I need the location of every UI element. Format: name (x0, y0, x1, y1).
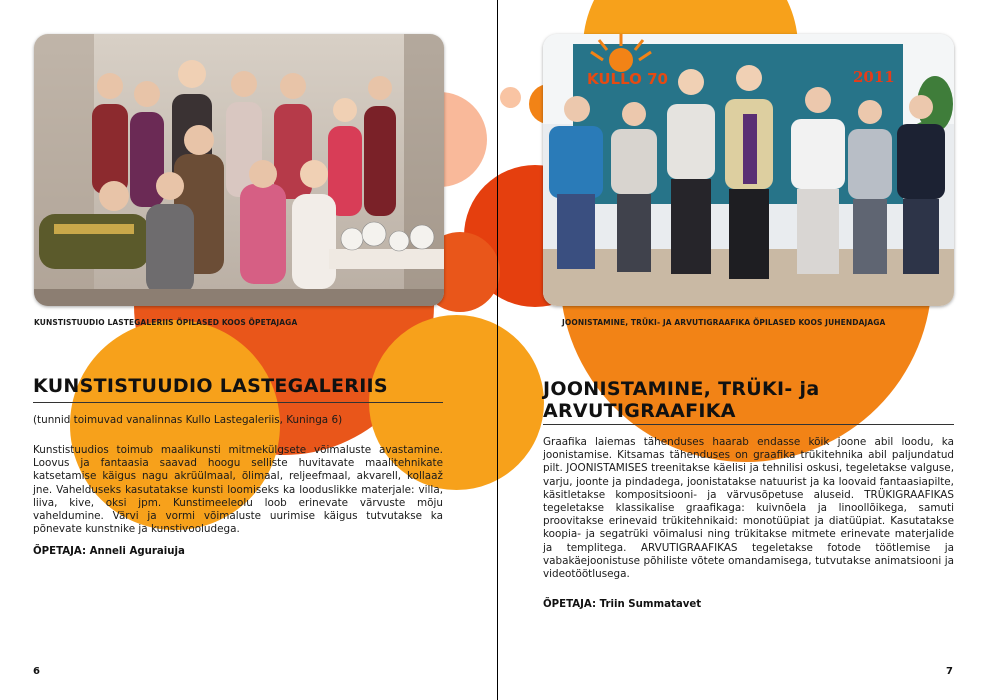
right-teacher: ÕPETAJA: Triin Summatavet (543, 599, 702, 610)
right-heading-line2: ARVUTIGRAAFIKA (543, 400, 736, 422)
right-group-photo (543, 34, 954, 306)
left-heading-rule (33, 402, 443, 403)
left-photo-caption: KUNSTISTUUDIO LASTEGALERIIS ÕPILASED KOOS ÕPETAJAGA (34, 318, 298, 327)
photo-logo-text: KULLO 70 (587, 70, 668, 88)
right-body: Graafika laiemas tähenduses haarab endasse kõik joone abil loodu, ka joonistamise. Kitsamas tähenduses on graafika trükitehnika abil paljundatud pilt. JOONISTAMISES treenitakse käelisi ja tehnilisi oskusi, tegeletakse valguse, varju, joonte ja pindadega, joonistatakse natuurist ja ka loovaid fantaasiapilte, käsitletakse kompositsiooni- ja värvusõpetuse aluseid. TRÜKIGRAAFIKAS tegeletakse klassikalise graafikaga: kuivnõela ja linoollõikega, samuti proovitakse erinevaid trükitehnikaid: monotüüpiat ja diatüüpiat. Kasutatakse koopia- ja segatrüki võimalusi ning trükitakse mitmete erinevate materjalide ja templitega. ARVUTIGRAAFIKAS tegeletakse fotode töötlemise ja vabakäejoonistuse põhiliste võtete omandamisega, tutvutakse animatsiooni ja videotöötlusega. (543, 436, 954, 581)
page-spine (497, 0, 498, 700)
right-heading-rule (543, 424, 954, 425)
decor-circle-small-peach (500, 87, 521, 108)
right-page-number: 7 (946, 666, 953, 677)
left-group-photo (34, 34, 444, 306)
right-heading (543, 378, 819, 422)
right-photo-caption: JOONISTAMINE, TRÜKI- JA ARVUTIGRAAFIKA ÕPILASED KOOS JUHENDAJAGA (562, 318, 886, 327)
left-heading: KUNSTISTUUDIO LASTEGALERIIS (33, 375, 388, 397)
photo-banner-year: 2011 (853, 68, 895, 86)
right-heading-line1: JOONISTAMINE, TRÜKI- ja (543, 378, 820, 400)
left-subtitle: (tunnid toimuvad vanalinnas Kullo Lastegaleriis, Kuninga 6) (33, 414, 343, 426)
left-teacher: ÕPETAJA: Anneli Aguraiuja (33, 546, 185, 557)
left-body: Kunstistuudios toimub maalikunsti mitmekülgsete võimaluste avastamine. Loovus ja fantaasia saavad hoogu selliste huvitavate maalitehnikate katsetamise käigus nagu akrüülmaal, õlimaal, reljeefmaal, akvarell, kollaaž jne. Vahelduseks kasutatakse kunsti loomiseks ka looduslikke materjale: villa, liiva, kive, oksi jpm. Kunstimeeleolu loob erinevate värvuste mõju vaheldumine. Värvi ja vormi võimaluste uurimise käigus tutvutakse ka põnevate kunstnike ja kunstivooludega. (33, 444, 443, 536)
left-page-number: 6 (33, 666, 40, 677)
